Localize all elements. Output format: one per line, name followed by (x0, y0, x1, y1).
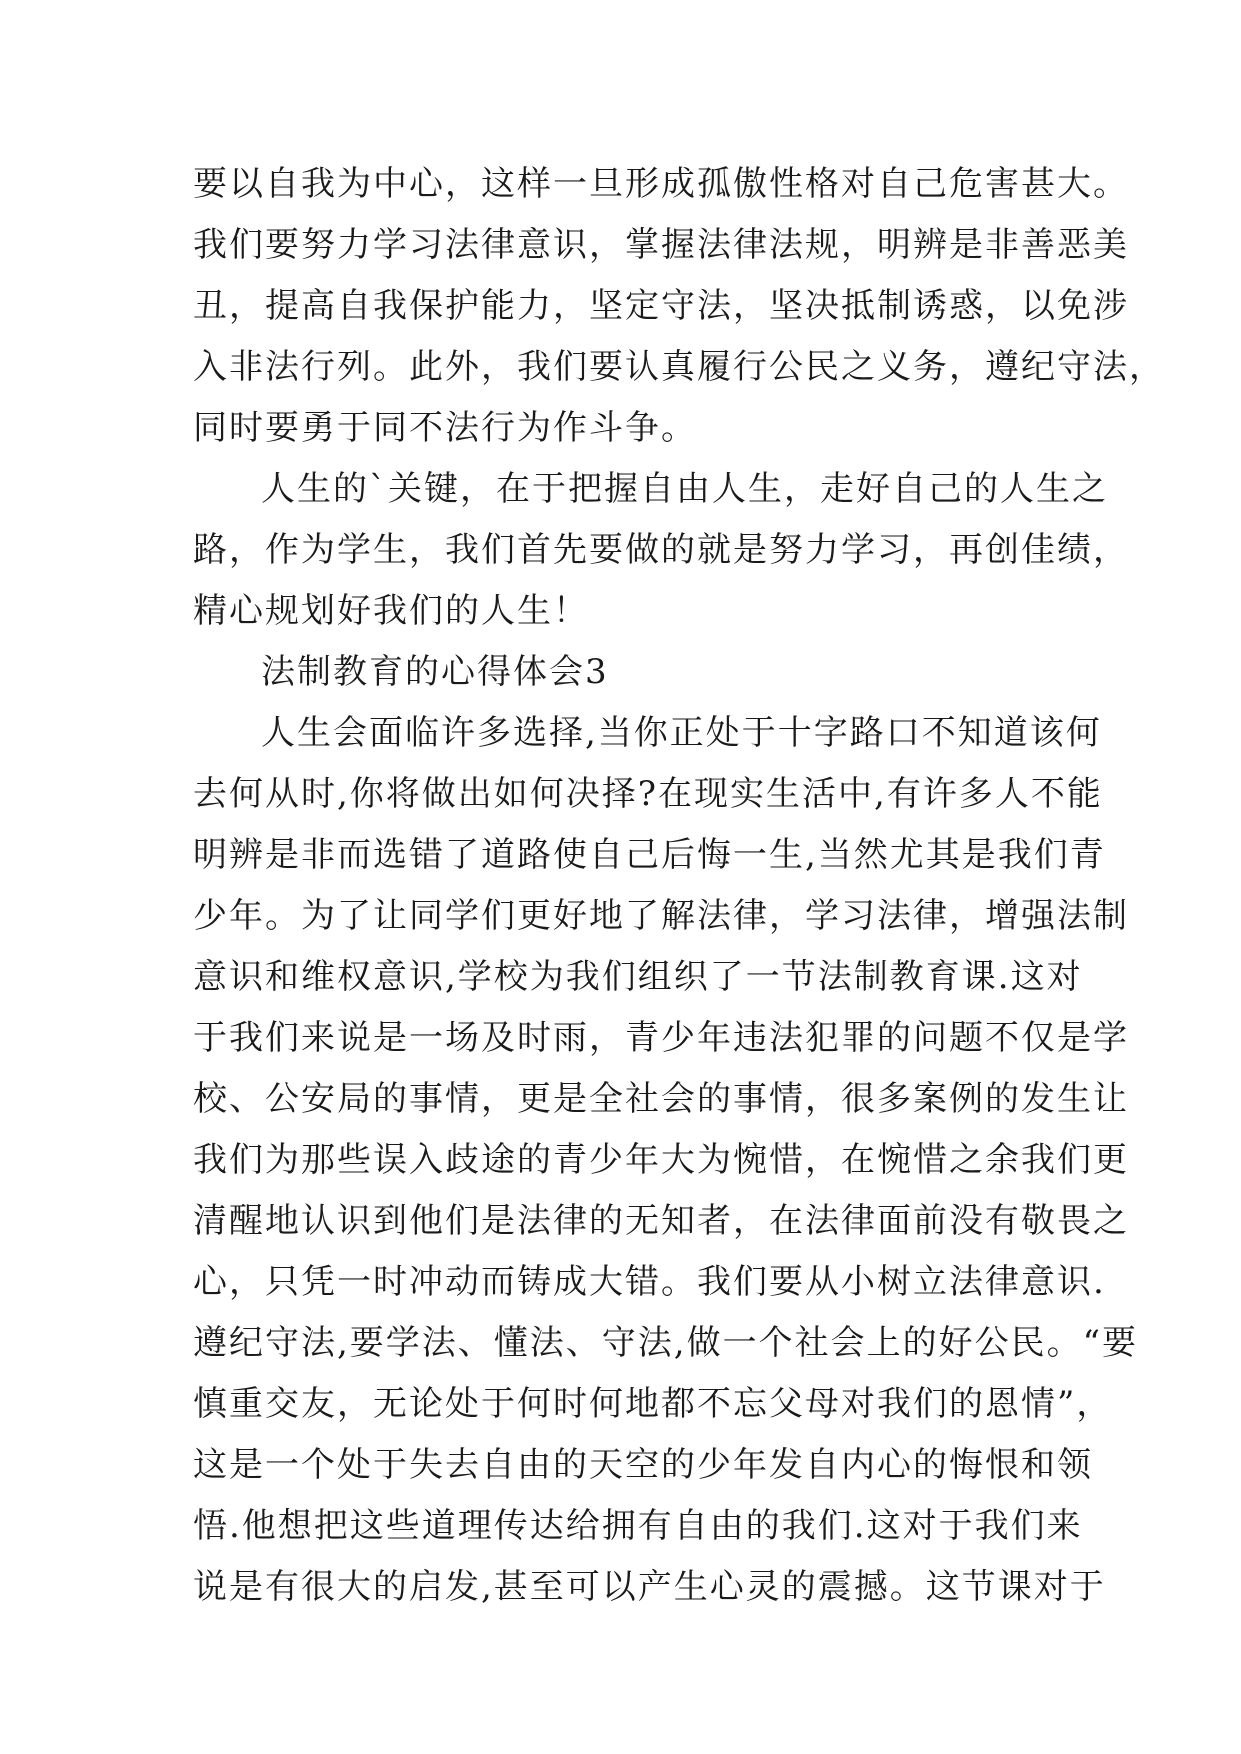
text-line: 校、公安局的事情，更是全社会的事情，很多案例的发生让 (193, 1079, 1129, 1119)
text-line: 路，作为学生，我们首先要做的就是努力学习，再创佳绩， (193, 530, 1129, 570)
text-line: 遵纪守法,要学法、懂法、守法,做一个社会上的好公民。“要 (193, 1323, 1138, 1363)
text-line: 同时要勇于同不法行为作斗争。 (193, 408, 697, 448)
section-heading: 法制教育的心得体会3 (261, 652, 609, 692)
text-line: 心，只凭一时冲动而铸成大错。我们要从小树立法律意识. (193, 1262, 1106, 1302)
paragraph-start-line: 人生的`关键，在于把握自由人生，走好自己的人生之 (261, 469, 1108, 509)
text-line: 精心规划好我们的人生！ (193, 591, 589, 631)
text-line: 悟.他想把这些道理传达给拥有自由的我们.这对于我们来 (193, 1506, 1083, 1546)
text-line: 要以自我为中心，这样一旦形成孤傲性格对自己危害甚大。 (193, 164, 1129, 204)
text-line: 于我们来说是一场及时雨，青少年违法犯罪的问题不仅是学 (193, 1018, 1129, 1058)
text-line: 我们为那些误入歧途的青少年大为惋惜，在惋惜之余我们更 (193, 1140, 1129, 1180)
text-line: 丑，提高自我保护能力，坚定守法，坚决抵制诱惑，以免涉 (193, 286, 1129, 326)
text-line: 慎重交友，无论处于何时何地都不忘父母对我们的恩情”， (193, 1384, 1113, 1424)
text-line: 去何从时,你将做出如何决择?在现实生活中,有许多人不能 (193, 774, 1103, 814)
text-line: 清醒地认识到他们是法律的无知者，在法律面前没有敬畏之 (193, 1201, 1129, 1241)
text-line: 这是一个处于失去自由的天空的少年发自内心的悔恨和领 (193, 1445, 1093, 1485)
text-line: 明辨是非而选错了道路使自己后悔一生,当然尤其是我们青 (193, 835, 1106, 875)
document-body (193, 154, 1165, 1618)
text-line: 入非法行列。此外，我们要认真履行公民之义务，遵纪守法， (193, 347, 1165, 387)
paragraph-start-line: 人生会面临许多选择,当你正处于十字路口不知道该何 (261, 713, 1102, 753)
text-line: 说是有很大的启发,甚至可以产生心灵的震撼。这节课对于 (193, 1567, 1106, 1607)
text-line: 少年。为了让同学们更好地了解法律，学习法律，增强法制 (193, 896, 1129, 936)
text-line: 意识和维权意识,学校为我们组织了一节法制教育课.这对 (193, 957, 1083, 997)
text-line: 我们要努力学习法律意识，掌握法律法规，明辨是非善恶美 (193, 225, 1129, 265)
